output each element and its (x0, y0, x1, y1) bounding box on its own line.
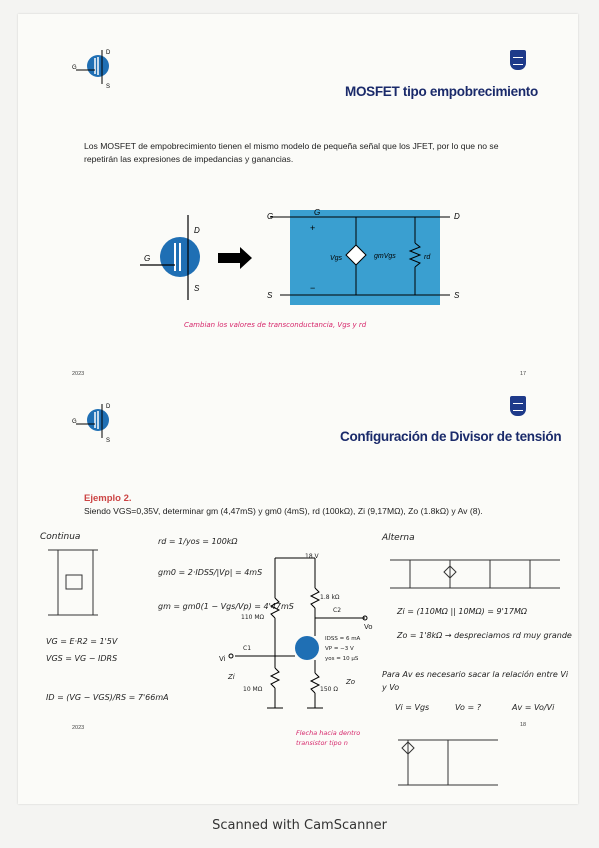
arrow-note: Flecha hacia dentro transistor tipo n (296, 729, 361, 747)
mosfet-symbol-small-2 (72, 398, 122, 444)
svg-text:D: D (106, 404, 111, 410)
ac-sketch (380, 548, 570, 598)
svg-text:Vgs: Vgs (330, 255, 343, 262)
gm-equation: gm = gm0(1 − Vgs/Vp) = 4'47mS (158, 602, 294, 611)
ac-equivalent-sketch (388, 730, 508, 790)
depletion-mosfet-small-signal-diagram (130, 205, 470, 315)
example-text: Siendo VGS=0,35V, determinar gm (4,47mS) y gm0 (4mS), rd (100kΩ), Zi (9,17MΩ), Zo (1.8kΩ) y Av (8). (84, 506, 483, 516)
svg-text:D: D (454, 212, 460, 221)
av-equation: Av = Vo/Vi (512, 703, 555, 712)
yos-label: yos = 10 μS (325, 656, 359, 662)
svg-text:S: S (267, 291, 273, 300)
zi-equation: Zi = (110MΩ || 10MΩ) = 9'17MΩ (397, 607, 527, 616)
id-equation: ID = (VG − VGS)/RS = 7'66mA (46, 693, 169, 702)
mosfet-symbol-small-1 (72, 44, 122, 90)
r1-label: 110 MΩ (241, 614, 265, 621)
zi-label: Zi (228, 673, 235, 681)
slide1-title: MOSFET tipo empobrecimiento (345, 84, 538, 99)
university-logo-1 (510, 50, 526, 70)
svg-text:S: S (454, 291, 460, 300)
r2-label: 10 MΩ (243, 686, 263, 693)
svg-text:D: D (106, 50, 111, 56)
svg-text:+: + (310, 223, 316, 233)
vp-label: VP = −3 V (325, 646, 354, 652)
scanner-footer: Scanned with CamScanner (212, 818, 387, 833)
svg-text:D: D (194, 226, 200, 235)
vi-label: Vi (219, 655, 226, 663)
svg-text:gmVgs: gmVgs (374, 253, 396, 260)
example-title: Ejemplo 2. (84, 493, 132, 504)
svg-text:−: − (310, 283, 316, 293)
svg-text:S: S (106, 84, 111, 90)
c2-label: C2 (333, 607, 342, 614)
c1-label: C1 (243, 645, 252, 652)
svg-text:G: G (267, 212, 274, 221)
continua-label: Continua (40, 532, 81, 542)
gm0-equation: gm0 = 2·IDSS/|Vp| = 4mS (158, 568, 263, 577)
idss-label: IDSS = 6 mA (325, 636, 361, 642)
rd-label: 1.8 kΩ (320, 594, 340, 601)
vo-question: Vo = ? (455, 703, 481, 712)
alterna-label: Alterna (382, 533, 415, 543)
vdd-label: 18 V (305, 553, 319, 560)
rs-label: 150 Ω (320, 686, 338, 693)
slide2-title: Configuración de Divisor de tensión (340, 429, 562, 444)
university-logo-2 (510, 396, 526, 416)
rd-equation: rd = 1/yos = 100kΩ (158, 537, 238, 546)
svg-text:G: G (314, 208, 321, 217)
svg-text:S: S (194, 284, 200, 293)
svg-text:G: G (72, 65, 77, 71)
slide2-year: 2023 (72, 725, 85, 731)
svg-text:G: G (72, 419, 77, 425)
slide1-year: 2023 (72, 371, 85, 377)
slide1-note: Cambian los valores de transconductancia, Vgs y rd (184, 321, 367, 329)
vgs-equation: VGS = VG − IDRS (46, 654, 118, 663)
slide2-page-number: 18 (520, 722, 527, 728)
vi-vgs: Vi = Vgs (395, 703, 430, 712)
svg-text:S: S (106, 438, 111, 444)
av-note: Para Av es necesario sacar la relación entre Vi y Vo (382, 670, 569, 692)
slide1-page-number: 17 (520, 371, 527, 377)
slide1-paragraph: Los MOSFET de empobrecimiento tienen el mismo modelo de pequeña señal que los JFET, por lo que no se repetirán las expresiones de impedancias y ganancias. (84, 141, 499, 164)
vo-label: Vo (364, 623, 373, 631)
svg-text:G: G (144, 254, 151, 263)
zo-equation: Zo = 1'8kΩ → despreciamos rd muy grande (397, 631, 572, 640)
vg-equation: VG = E·R2 = 1'5V (46, 637, 118, 646)
svg-text:rd: rd (424, 254, 431, 261)
zo-label: Zo (346, 678, 356, 686)
dc-sketch (38, 545, 118, 625)
